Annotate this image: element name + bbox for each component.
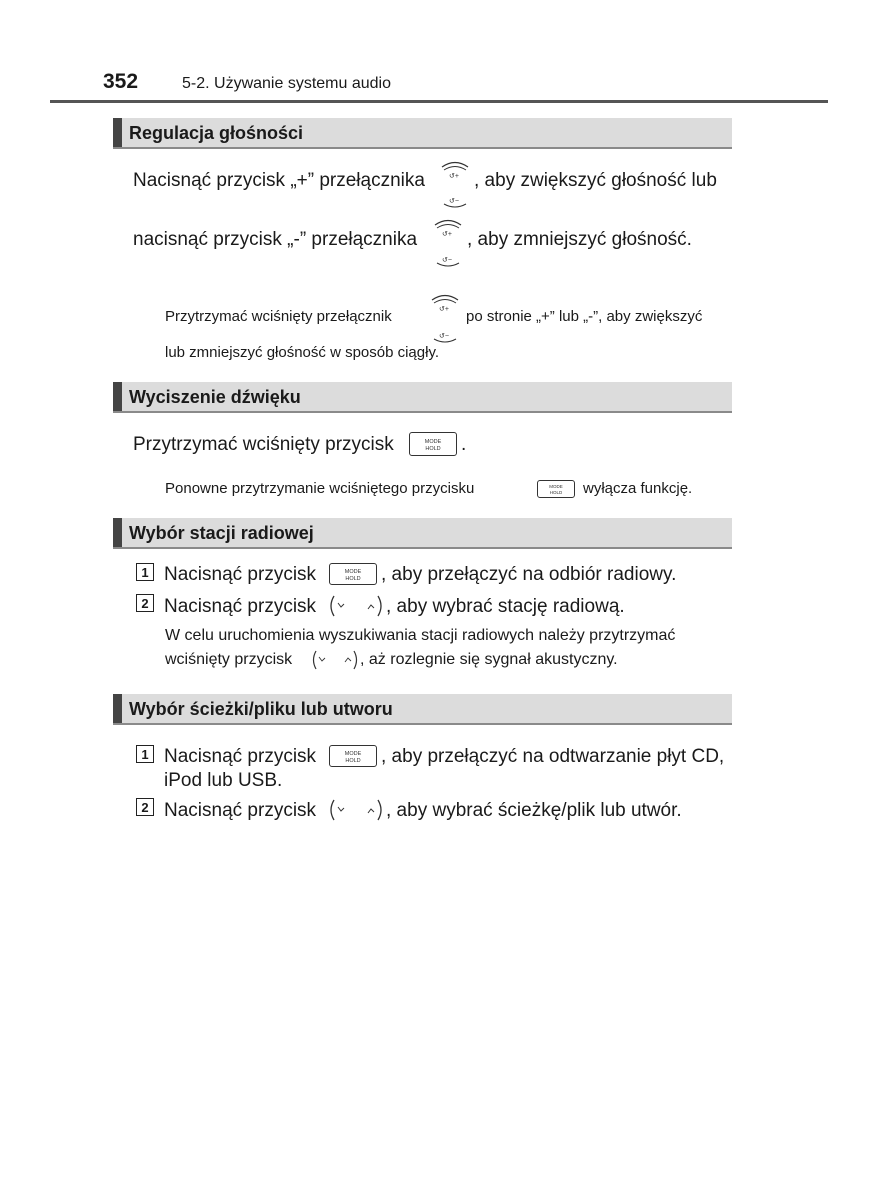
- section-title-track: Wybór ścieżki/pliku lub utworu: [129, 699, 393, 719]
- volume-line1-text: Nacisnąć przycisk „+” przełącznika: [133, 170, 425, 191]
- svg-text:↺−: ↺−: [449, 198, 459, 205]
- mute-note-text: Ponowne przytrzymanie wciśniętego przycisku: [165, 480, 475, 497]
- track-step2-text: Nacisnąć przycisk: [164, 800, 317, 821]
- step-number: 1: [136, 745, 154, 763]
- svg-text:↺+: ↺+: [449, 173, 459, 180]
- section-heading-track: [113, 694, 732, 725]
- radio-step1-text: Nacisnąć przycisk: [164, 564, 317, 585]
- mode-label: MODE: [344, 569, 362, 575]
- mode-hold-button-icon: [409, 432, 457, 456]
- seek-buttons-icon: [311, 649, 359, 676]
- volume-line1-after: , aby zwiększyć głośność lub: [474, 170, 717, 191]
- radio-step1-after: , aby przełączyć na odbiór radiowy.: [381, 564, 677, 585]
- track-step1-after: , aby przełączyć na odtwarzanie płyt CD,: [381, 746, 725, 767]
- page-number: 352: [103, 70, 139, 93]
- section-title-volume: Regulacja głośności: [129, 123, 304, 143]
- hold-label: HOLD: [345, 576, 361, 582]
- volume-note-line2: lub zmniejszyć głośność w sposób ciągły.: [165, 344, 440, 361]
- mode-hold-button-icon: [329, 745, 377, 767]
- svg-text:↺−: ↺−: [439, 333, 449, 340]
- radio-step2-after: , aby wybrać stację radiową.: [386, 596, 625, 617]
- volume-note-after: po stronie „+” lub „-”, aby zwiększyć: [466, 308, 703, 325]
- mute-line1-text: Przytrzymać wciśnięty przycisk: [133, 434, 394, 455]
- svg-text:↺+: ↺+: [442, 231, 452, 238]
- section-accent: [113, 694, 122, 723]
- hold-label: HOLD: [549, 490, 563, 495]
- mode-hold-button-icon: [537, 480, 575, 498]
- volume-switch-icon: [428, 291, 462, 350]
- volume-switch-icon: [438, 158, 472, 213]
- section-title-mute: Wyciszenie dźwięku: [129, 387, 301, 407]
- section-accent: [113, 382, 122, 411]
- svg-text:↺+: ↺+: [439, 306, 449, 313]
- track-step1-line2: iPod lub USB.: [164, 770, 283, 791]
- radio-note-line2: wciśnięty przycisk: [165, 651, 293, 668]
- hold-label: HOLD: [345, 758, 361, 764]
- mute-note-after: wyłącza funkcję.: [583, 480, 693, 497]
- volume-line2-text: nacisnąć przycisk „-” przełącznika: [133, 229, 418, 250]
- svg-text:↺−: ↺−: [442, 257, 452, 264]
- volume-note-text: Przytrzymać wciśnięty przełącznik: [165, 308, 392, 325]
- radio-step2-text: Nacisnąć przycisk: [164, 596, 317, 617]
- volume-switch-icon: [431, 216, 465, 273]
- step-number: 2: [136, 798, 154, 816]
- mode-label: MODE: [344, 751, 362, 757]
- mode-hold-button-icon: [329, 563, 377, 585]
- mute-line1-after: .: [461, 434, 467, 455]
- section-heading-radio: [113, 518, 732, 549]
- step-number: 1: [136, 563, 154, 581]
- step-number: 2: [136, 594, 154, 612]
- section-accent: [113, 518, 122, 547]
- radio-note-line1: W celu uruchomienia wyszukiwania stacji radiowych należy przytrzymać: [165, 627, 676, 644]
- hold-label: HOLD: [425, 446, 441, 452]
- track-step1-text: Nacisnąć przycisk: [164, 746, 317, 767]
- volume-line2-after: , aby zmniejszyć głośność.: [467, 229, 692, 250]
- header-divider: [50, 100, 828, 103]
- track-step2-after: , aby wybrać ścieżkę/plik lub utwór.: [386, 800, 682, 821]
- section-heading-mute: [113, 382, 732, 413]
- mode-label: MODE: [549, 484, 563, 489]
- section-title-radio: Wybór stacji radiowej: [129, 523, 314, 543]
- header-section-title: 5-2. Używanie systemu audio: [182, 75, 391, 92]
- radio-note-line2-after: , aż rozlegnie się sygnał akustyczny.: [360, 651, 618, 668]
- seek-buttons-icon: [328, 593, 384, 624]
- section-accent: [113, 118, 122, 147]
- seek-buttons-icon: [328, 797, 384, 828]
- section-heading-volume: [113, 118, 732, 149]
- mode-label: MODE: [424, 439, 442, 445]
